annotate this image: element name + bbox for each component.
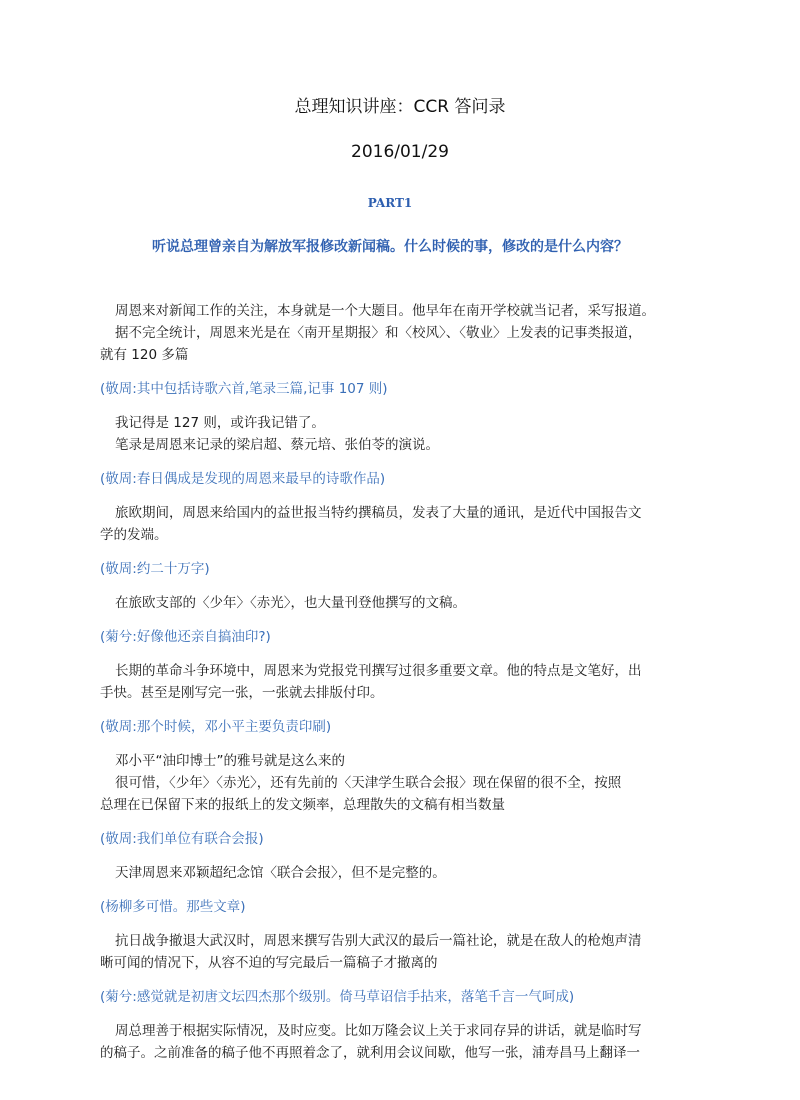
question-heading: 听说总理曾亲自为解放军报修改新闻稿。什么时候的事，修改的是什么内容？ (152, 239, 628, 255)
paragraph-line: 天津周恩来邓颖超纪念馆〈联合会报〉，但不是完整的。 (115, 865, 446, 881)
paragraph-line: 据不完全统计，周恩来光是在〈南开星期报〉和〈校风〉、〈敬业〉上发表的记事类报道， (115, 325, 642, 341)
paragraph-line: 很可惜，〈少年〉〈赤光〉，还有先前的〈天津学生联合会报〉现在保留的很不全，按照 (115, 775, 622, 791)
answer-paragraph (100, 412, 690, 456)
document-date: 2016/01/29 (351, 142, 449, 162)
answer-paragraph (100, 660, 690, 704)
paragraph-line: 抗日战争撤退大武汉时，周恩来撰写告别大武汉的最后一篇社论，就是在敌人的枪炮声清 (115, 933, 642, 949)
commenter-note: (敬周:我们单位有联合会报) (100, 831, 264, 847)
commenter-note: (敬周:约二十万字) (100, 561, 210, 577)
paragraph-line: 长期的革命斗争环境中，周恩来为党报党刊撰写过很多重要文章。他的特点是文笔好，出 (115, 663, 642, 679)
document-body (100, 300, 690, 1076)
commenter-note: (菊兮:感觉就是初唐文坛四杰那个级别。倚马草诏信手拈来，落笔千言一气呵成) (100, 989, 575, 1005)
answer-paragraph (100, 502, 690, 546)
paragraph-line: 我记得是 127 则，或许我记错了。 (115, 415, 325, 431)
answer-paragraph (100, 750, 690, 816)
paragraph-line: 的稿子。之前准备的稿子他不再照着念了，就利用会议间歇，他写一张，浦寿昌马上翻译一 (100, 1045, 640, 1061)
paragraph-line: 旅欧期间，周恩来给国内的益世报当特约撰稿员，发表了大量的通讯，是近代中国报告文 (115, 505, 642, 521)
paragraph-line: 手快。甚至是刚写完一张，一张就去排版付印。 (100, 685, 384, 701)
commenter-note: (敬周:春日偶成是发现的周恩来最早的诗歌作品) (100, 471, 386, 487)
paragraph-line: 周恩来对新闻工作的关注，本身就是一个大题目。他早年在南开学校就当记者，采写报道。 (115, 303, 655, 319)
paragraph-line: 邓小平“油印博士”的雅号就是这么来的 (115, 753, 345, 769)
paragraph-line: 笔录是周恩来记录的梁启超、蔡元培、张伯苓的演说。 (115, 437, 439, 453)
answer-paragraph (100, 1020, 690, 1064)
commenter-note: (敬周:其中包括诗歌六首,笔录三篇,记事 107 则) (100, 381, 388, 397)
paragraph-line: 学的发端。 (100, 527, 168, 543)
paragraph-line: 晰可闻的情况下，从容不迫的写完最后一篇稿子才撤离的 (100, 955, 438, 971)
paragraph-line: 就有 120 多篇 (100, 347, 189, 363)
answer-paragraph (100, 592, 690, 614)
paragraph-line: 周总理善于根据实际情况，及时应变。比如万隆会议上关于求同存异的讲话，就是临时写 (115, 1023, 642, 1039)
part-heading: PART1 (367, 196, 413, 210)
paragraph-line: 总理在已保留下来的报纸上的发文频率，总理散失的文稿有相当数量 (100, 797, 505, 813)
paragraph-line: 在旅欧支部的〈少年〉〈赤光〉，也大量刊登他撰写的文稿。 (115, 595, 466, 611)
commenter-note: (菊兮:好像他还亲自搞油印?) (100, 629, 271, 645)
document-title: 总理知识讲座：CCR 答问录 (294, 97, 506, 117)
answer-paragraph (100, 300, 690, 366)
answer-paragraph (100, 930, 690, 974)
answer-paragraph (100, 862, 690, 884)
commenter-note: (杨柳多可惜。那些文章) (100, 899, 246, 915)
commenter-note: (敬周:那个时候，邓小平主要负责印刷) (100, 719, 332, 735)
